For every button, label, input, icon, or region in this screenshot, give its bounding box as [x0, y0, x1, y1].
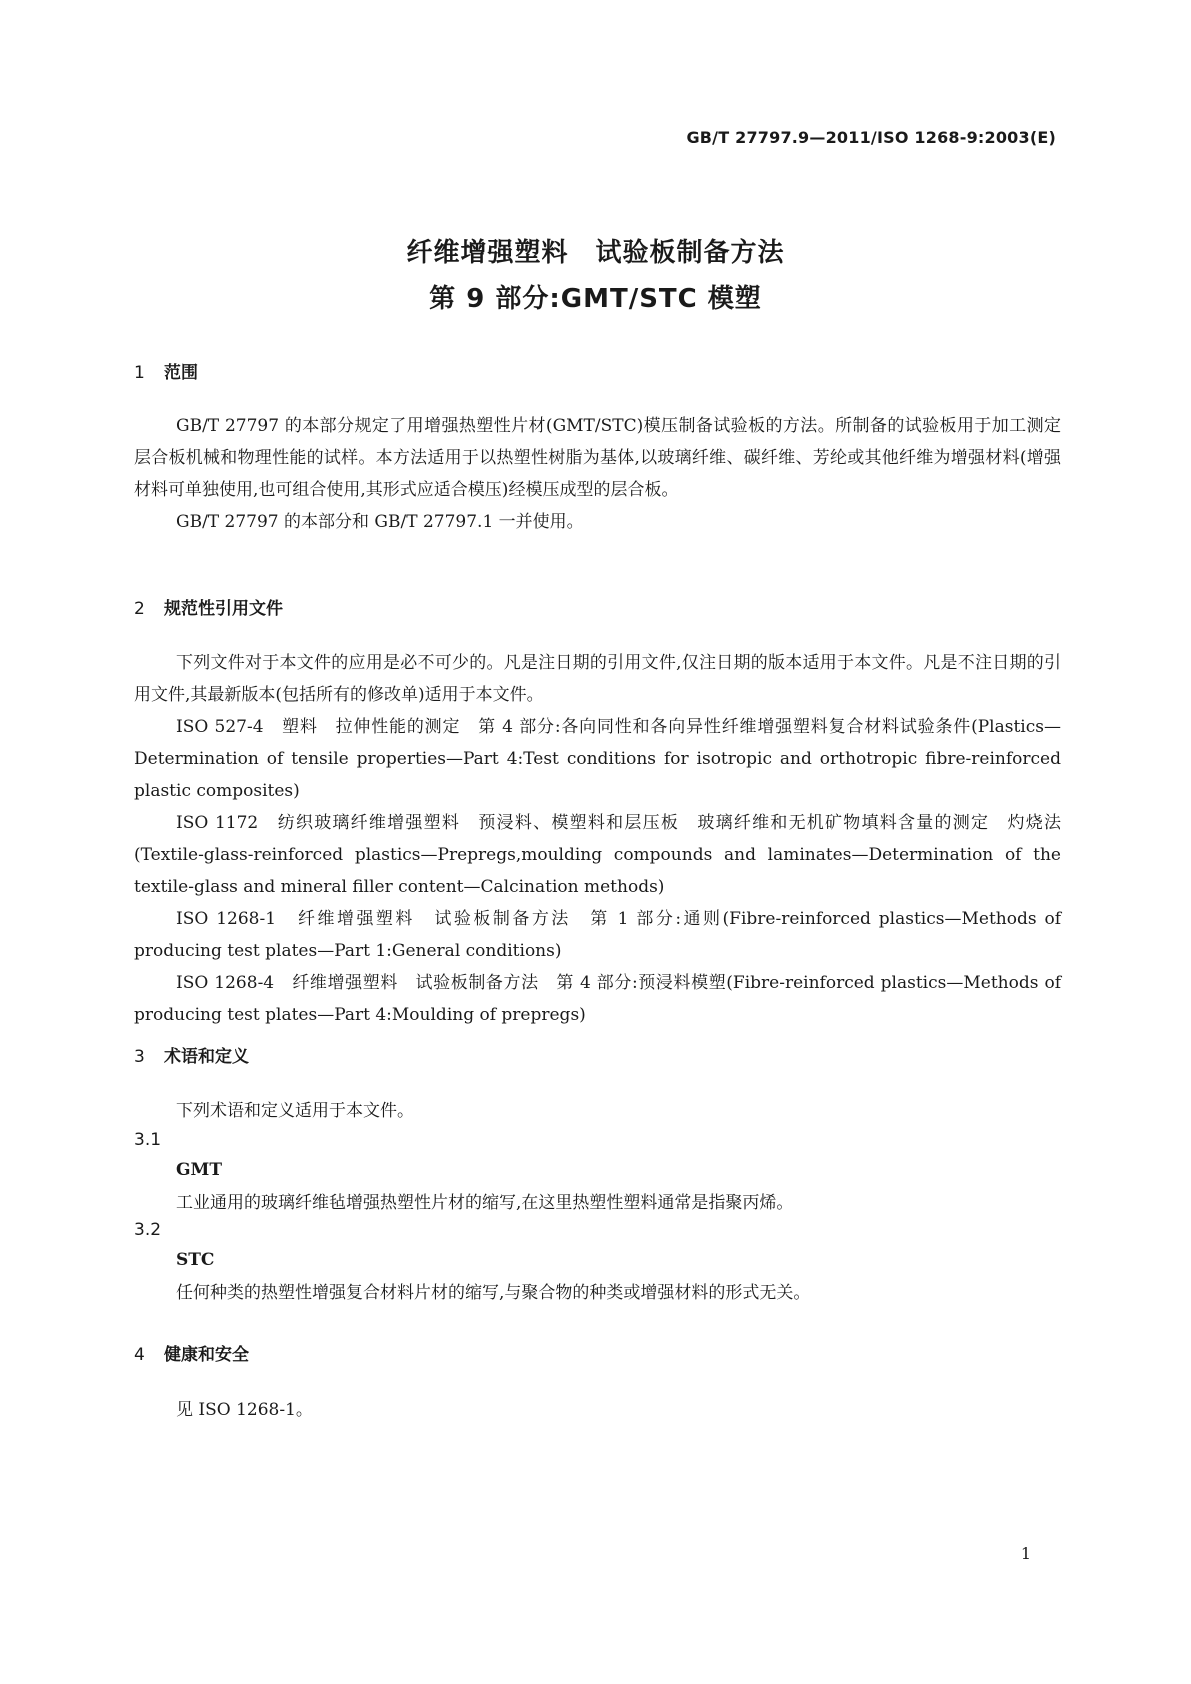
- reference-item: ISO 1268-1 纤维增强塑料 试验板制备方法 第 1 部分:通则(Fibre-reinforced plastics—Methods of producing test plates—Part 1:General conditions): [134, 909, 1061, 961]
- page-number: 1: [1020, 1544, 1031, 1563]
- section-4-heading: [134, 1340, 249, 1365]
- section-2-heading: [134, 594, 283, 619]
- section-number: 1: [134, 363, 145, 383]
- section-title: 规范性引用文件: [164, 599, 283, 619]
- section-3-heading: [134, 1042, 249, 1067]
- paragraph: GB/T 27797 的本部分规定了用增强热塑性片材(GMT/STC)模压制备试验板的方法。所制备的试验板用于加工测定层合板机械和物理性能的试样。本方法适用于以热塑性树脂为基体,以玻璃纤维、碳纤维、芳纶或其他纤维为增强材料(增强材料可单独使用,也可组合使用,其形式应适合模压)经模压成型的层合板。: [134, 416, 1061, 500]
- section-2-body: [134, 647, 1061, 1031]
- standard-id: GB/T 27797.9—2011/ISO 1268-9:2003(E): [686, 128, 1056, 147]
- term-name: STC: [176, 1250, 215, 1270]
- reference-item: ISO 1172 纺织玻璃纤维增强塑料 预浸料、模塑料和层压板 玻璃纤维和无机矿物填料含量的测定 灼烧法(Textile-glass-reinforced plastics—Prepregs,moulding compounds and laminates—Determination of the textile-glass and mineral filler content—Calcination methods): [134, 813, 1061, 897]
- paragraph: 见 ISO 1268-1。: [176, 1400, 313, 1420]
- section-number: 3: [134, 1047, 145, 1067]
- section-3-intro: [134, 1095, 1061, 1127]
- section-1-heading: [134, 358, 198, 383]
- reference-item: ISO 527-4 塑料 拉伸性能的测定 第 4 部分:各向同性和各向异性纤维增强塑料复合材料试验条件(Plastics—Determination of tensile properties—Part 4:Test conditions for isotropic and orthotropic fibre-reinforced plastic composites): [134, 717, 1061, 801]
- section-title: 术语和定义: [164, 1047, 249, 1067]
- paragraph: 下列术语和定义适用于本文件。: [176, 1101, 414, 1121]
- term-name: GMT: [176, 1160, 222, 1180]
- paragraph: 下列文件对于本文件的应用是必不可少的。凡是注日期的引用文件,仅注日期的版本适用于本文件。凡是不注日期的引用文件,其最新版本(包括所有的修改单)适用于本文件。: [134, 653, 1061, 705]
- term-number: 3.2: [134, 1220, 162, 1240]
- term-definition: 工业通用的玻璃纤维毡增强热塑性片材的缩写,在这里热塑性塑料通常是指聚丙烯。: [176, 1193, 794, 1213]
- term-number: 3.1: [134, 1130, 162, 1150]
- paragraph: GB/T 27797 的本部分和 GB/T 27797.1 一并使用。: [176, 512, 584, 532]
- section-title: 范围: [164, 363, 198, 383]
- section-title: 健康和安全: [164, 1345, 249, 1365]
- term-definition: 任何种类的热塑性增强复合材料片材的缩写,与聚合物的种类或增强材料的形式无关。: [176, 1283, 811, 1303]
- doc-title-line2: 第 9 部分:GMT/STC 模塑: [429, 284, 762, 314]
- reference-item: ISO 1268-4 纤维增强塑料 试验板制备方法 第 4 部分:预浸料模塑(Fibre-reinforced plastics—Methods of producing test plates—Part 4:Moulding of prepregs): [134, 973, 1061, 1025]
- section-1-body: [134, 410, 1061, 538]
- doc-title-line1: 纤维增强塑料 试验板制备方法: [406, 238, 785, 268]
- section-number: 4: [134, 1345, 145, 1365]
- section-number: 2: [134, 599, 145, 619]
- section-4-body: [134, 1394, 1061, 1426]
